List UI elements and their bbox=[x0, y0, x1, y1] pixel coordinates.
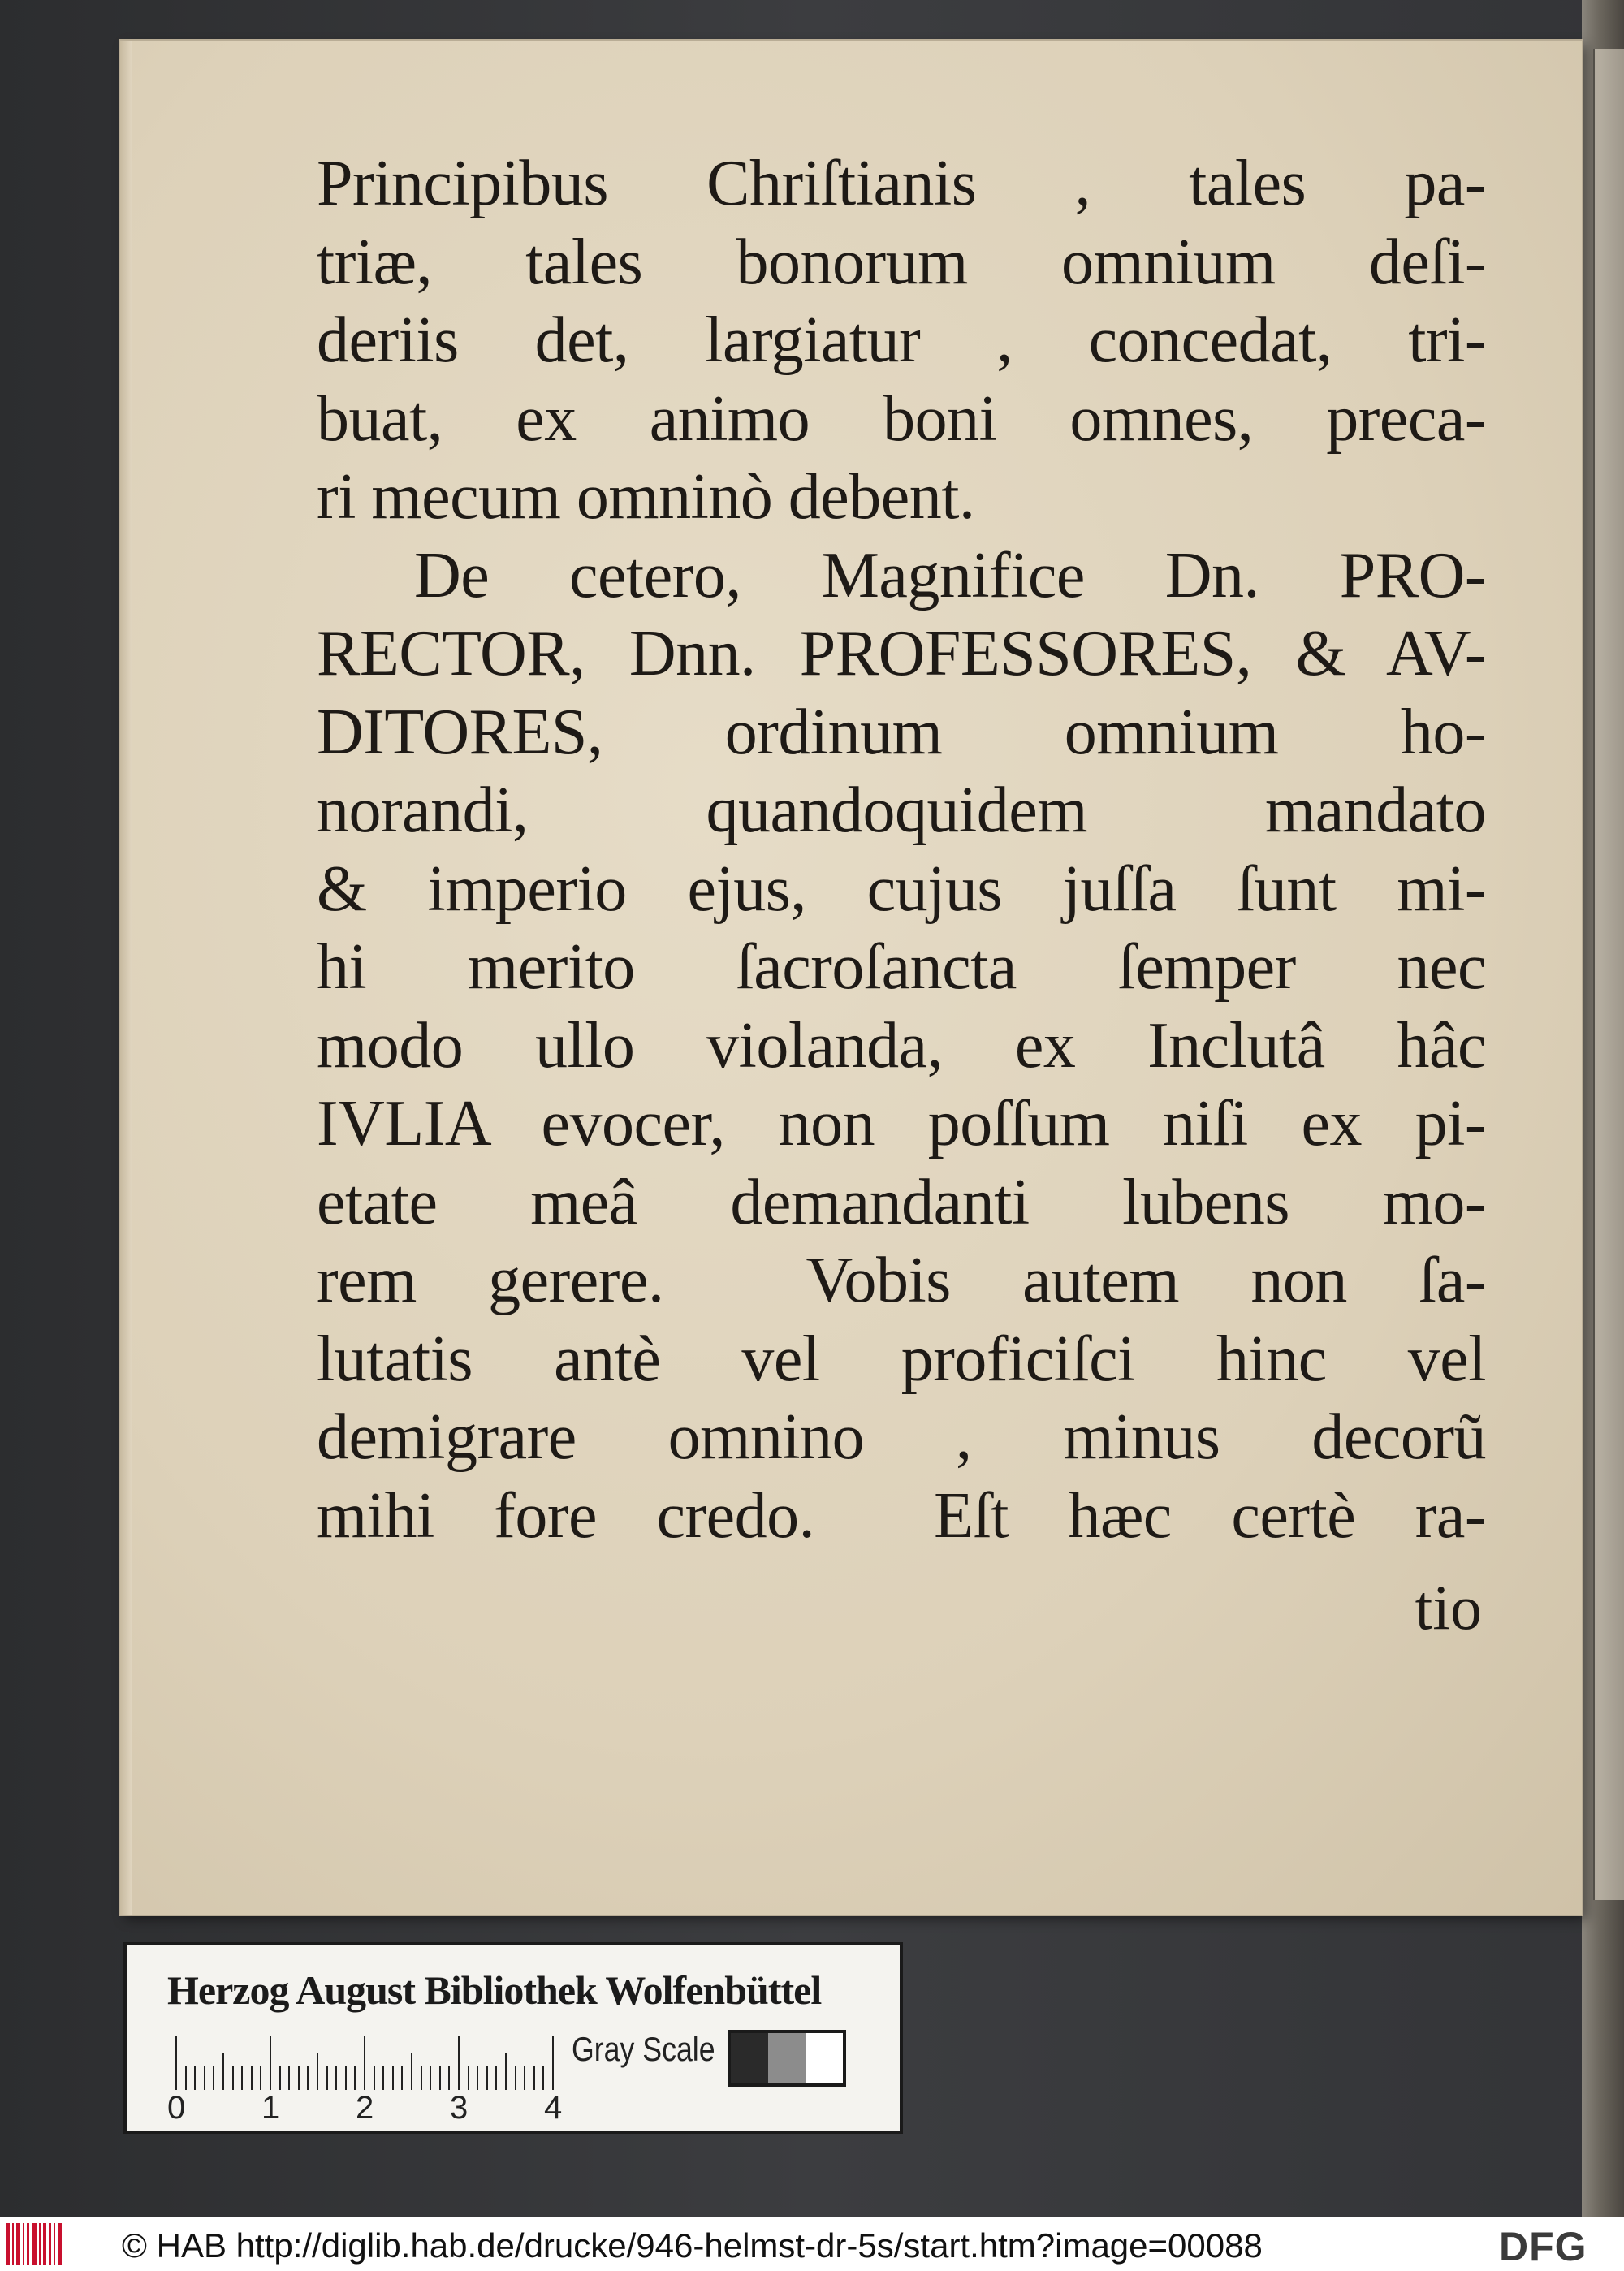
ruler-number: 1 bbox=[261, 2090, 280, 2126]
ruler-tick bbox=[486, 2066, 488, 2090]
gray-swatch bbox=[731, 2033, 768, 2083]
text-line: rem gerere. Vobis autem non ſa- bbox=[317, 1245, 1486, 1316]
ruler-tick bbox=[175, 2036, 177, 2090]
logo-bar bbox=[32, 2223, 37, 2265]
hab-logo-icon bbox=[6, 2223, 68, 2265]
logo-bar bbox=[23, 2223, 24, 2265]
ruler-tick bbox=[524, 2066, 525, 2090]
text-line: buat, ex animo boni omnes, preca- bbox=[317, 382, 1486, 455]
ruler-tick bbox=[354, 2066, 356, 2090]
ruler-tick bbox=[458, 2036, 460, 2090]
ruler-tick bbox=[335, 2066, 337, 2090]
ruler-tick bbox=[298, 2066, 300, 2090]
logo-bar bbox=[54, 2223, 55, 2265]
logo-bar bbox=[49, 2223, 51, 2265]
copyright-link[interactable]: © HAB http://diglib.hab.de/drucke/946-helmst-dr-5s/start.htm?image=00088 bbox=[122, 2226, 1263, 2265]
logo-bar bbox=[39, 2223, 41, 2265]
ruler-tick bbox=[185, 2066, 187, 2090]
ruler-tick bbox=[430, 2066, 431, 2090]
text-line: norandi, quandoquidem mandato bbox=[317, 775, 1486, 846]
ruler-tick bbox=[392, 2066, 394, 2090]
ruler-tick bbox=[495, 2066, 497, 2090]
ruler-number: 2 bbox=[356, 2090, 374, 2126]
ruler-tick bbox=[505, 2053, 507, 2090]
ruler-tick bbox=[345, 2066, 347, 2090]
gray-scale-label: Gray Scale bbox=[572, 2030, 715, 2068]
ruler-number: 4 bbox=[544, 2090, 563, 2126]
ruler-tick bbox=[411, 2053, 412, 2090]
gray-swatch bbox=[768, 2033, 806, 2083]
book-spine-edge bbox=[1593, 49, 1624, 1900]
text-line: DITORES, ordinum omnium ho- bbox=[317, 696, 1486, 768]
ruler-tick bbox=[374, 2066, 375, 2090]
gray-scale-swatch bbox=[728, 2030, 846, 2087]
page-text bbox=[317, 145, 1486, 1555]
text-line: hi merito ſacroſancta ſemper nec bbox=[317, 931, 1486, 1003]
dfg-logo: DFG bbox=[1499, 2224, 1587, 2269]
logo-bar bbox=[43, 2223, 46, 2265]
ruler-tick bbox=[542, 2066, 544, 2090]
ruler-number: 0 bbox=[167, 2090, 186, 2126]
ruler-tick bbox=[213, 2066, 214, 2090]
ruler-tick bbox=[260, 2066, 261, 2090]
text-line: & imperio ejus, cujus juſſa ſunt mi- bbox=[317, 853, 1486, 925]
catchword: tio bbox=[1415, 1572, 1482, 1643]
library-label bbox=[123, 1942, 903, 2134]
text-line: demigrare omnino , minus decorũ bbox=[317, 1401, 1486, 1473]
text-line: triæ, tales bonorum omnium deſi- bbox=[317, 226, 1486, 298]
text-line: ri mecum omninò debent. bbox=[317, 461, 975, 533]
ruler-number: 3 bbox=[450, 2090, 469, 2126]
ruler-tick bbox=[232, 2066, 234, 2090]
text-line: modo ullo violanda, ex Inclutâ hâc bbox=[317, 1009, 1486, 1082]
ruler-tick bbox=[421, 2066, 422, 2090]
text-line: deriis det, largiatur , concedat, tri- bbox=[317, 304, 1486, 376]
ruler-tick bbox=[288, 2066, 290, 2090]
ruler-tick bbox=[204, 2066, 205, 2090]
ruler-tick bbox=[251, 2066, 253, 2090]
ruler-tick bbox=[439, 2066, 441, 2090]
logo-bar bbox=[58, 2223, 62, 2265]
ruler-tick bbox=[448, 2066, 450, 2090]
ruler-tick bbox=[317, 2053, 318, 2090]
ruler-tick bbox=[533, 2066, 535, 2090]
text-line: Principibus Chriſtianis , tales pa- bbox=[317, 148, 1486, 219]
gray-swatch bbox=[806, 2033, 843, 2083]
ruler-tick bbox=[270, 2036, 271, 2090]
ruler-tick bbox=[468, 2066, 469, 2090]
text-line: RECTOR, Dnn. PROFESSORES, & AV- bbox=[317, 618, 1486, 689]
text-line: IVLIA evocer, non poſſum niſi ex pi- bbox=[317, 1088, 1486, 1159]
ruler-tick bbox=[222, 2053, 224, 2090]
centimeter-ruler bbox=[175, 2036, 557, 2090]
text-line: mihi fore credo. Eſt hæc certè ra- bbox=[317, 1479, 1486, 1552]
ruler-tick bbox=[401, 2066, 403, 2090]
ruler-tick bbox=[326, 2066, 328, 2090]
ruler-tick bbox=[364, 2036, 365, 2090]
logo-bar bbox=[6, 2223, 10, 2265]
logo-bar bbox=[27, 2223, 29, 2265]
text-line: etate meâ demandanti lubens mo- bbox=[317, 1166, 1486, 1238]
ruler-tick bbox=[307, 2066, 309, 2090]
ruler-tick bbox=[382, 2066, 384, 2090]
ruler-tick bbox=[194, 2066, 196, 2090]
logo-bar bbox=[16, 2223, 20, 2265]
logo-bar bbox=[12, 2223, 14, 2265]
text-line: De cetero, Magnifice Dn. PRO- bbox=[414, 539, 1486, 611]
ruler-tick bbox=[279, 2066, 281, 2090]
ruler-tick bbox=[241, 2066, 243, 2090]
page-edge bbox=[120, 41, 132, 1915]
label-title: Herzog August Bibliothek Wolfenbüttel bbox=[167, 1967, 822, 2013]
ruler-tick bbox=[477, 2066, 478, 2090]
text-line: lutatis antè vel proficiſci hinc vel bbox=[317, 1323, 1486, 1395]
ruler-tick bbox=[515, 2066, 516, 2090]
ruler-tick bbox=[552, 2036, 554, 2090]
